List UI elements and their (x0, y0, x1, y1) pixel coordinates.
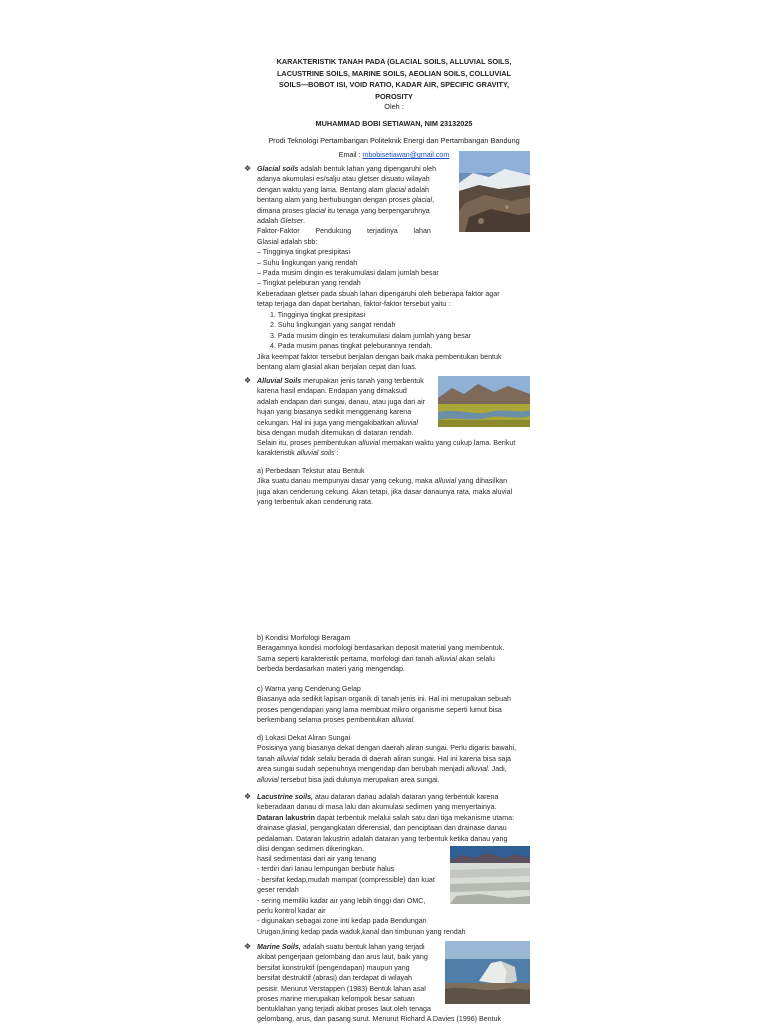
title-line: KARAKTERISTIK TANAH PADA (GLACIAL SOILS, ALLUVIAL SOILS, (276, 57, 512, 66)
oleh-label: Oleh : (384, 102, 404, 111)
text: berbeda berdasarkan materi yang mengendap. (257, 665, 405, 674)
text: alluvial (435, 654, 457, 663)
marine-image (445, 941, 530, 1004)
text: adalah (257, 217, 281, 226)
text: diisi dengan sedimen dikeringkan. (257, 845, 364, 854)
text: alluvial (466, 765, 488, 774)
list-item: 2. Suhu lingkungan yang sangat rendah (270, 321, 396, 330)
text: memakan waktu yang cukup lama. Berikut (380, 439, 516, 447)
text: glacial (385, 185, 406, 194)
subheading: d) Lokasi Dekat Aliran Sungai (257, 734, 351, 742)
text: Biasanya ada sedikit lapisan organik di tanah jenis ini. Hal ini merupakan sebuah (257, 695, 511, 704)
text: alluvial (391, 716, 414, 725)
text: adalah (405, 185, 429, 194)
text: Beragamnya kondisi morfologi berdasarkan deposit material yang membentuk. (257, 644, 505, 653)
list-item: Urugan,lining kedap pada waduk,kanal dan timbunan yang rendah (257, 927, 466, 936)
list-item: - terdiri dari lanau lempungan berbutir halus (257, 865, 395, 874)
text: cekungan. Hal ini juga yang mengakibatkan (257, 418, 397, 427)
text: Keberadaan gletser pada sbuah lahan dipengaruhi oleh beberapa faktor agar (257, 290, 500, 298)
text: pesisir. Menurut Verstappen (1983) Bentuk lahan asal (257, 984, 426, 993)
text: Gletser (280, 217, 304, 226)
bullet-icon: ❖ (244, 942, 252, 951)
text: alluvial (358, 439, 381, 447)
text: karakteristik (257, 449, 297, 458)
text: bentuklahan yang terjadi akibat proses laut oleh tenaga (257, 1005, 431, 1014)
glacial-conclusion (257, 352, 530, 373)
subheading: b) Kondisi Morfologi Beragam (257, 634, 351, 642)
text: : (334, 449, 339, 458)
list-item: - bersifat kedap,mudah mampat (compressible) dan kuat (257, 875, 435, 884)
bullet-icon: ❖ (244, 792, 252, 801)
text: alluvial (257, 775, 279, 784)
text: Jika keempat faktor tersebut berjalan dengan baik maka pembentukan bentuk (257, 353, 502, 361)
list-item: – Pada musim dingin es terakumulasi dalam jumlah besar (257, 269, 439, 278)
term-glacial: Glacial soils (257, 165, 299, 173)
text: proses marine merupakan kelompok besar satuan (257, 995, 415, 1004)
text: dengan waktu yang lama. Bentang alam (257, 185, 386, 194)
text: bentang alam glasial akan berjalan cepat dan luas. (257, 363, 417, 372)
text: hujan yang biasanya sedikit menggenang karena (257, 408, 412, 417)
list-item: hasil sedimentasi dari air yang tenang (257, 855, 377, 863)
marine-paragraph (257, 942, 440, 1015)
text: Jika suatu danau mempunyai dasar yang cekung, maka (257, 477, 435, 486)
text: alluvial (276, 754, 299, 763)
text: , (432, 196, 435, 205)
bullet-icon: ❖ (244, 376, 252, 385)
text: karena hasil endapan. Endapan yang dimaksud (257, 387, 407, 396)
text: atau dataran danau adalah dataran yang terbentuk karena (312, 793, 499, 801)
text: akibat pengerjaan gelombang dan arus laut, baik yang (257, 953, 428, 962)
text: Faktor-Faktor Pendukung terjadinya lahan (257, 227, 431, 236)
lacustrine-list (257, 854, 466, 937)
alluvial-char-a (257, 466, 530, 508)
title-line: SOILS—BOBOT ISI, VOID RATIO, KADAR AIR, SPECIFIC GRAVITY, (278, 80, 510, 89)
document-title (262, 56, 526, 102)
alluvial-char-c (257, 684, 530, 726)
text: Posisinya yang biasanya dekat dengan daerah aliran sungai. Perlu digaris bawahi, (257, 744, 517, 753)
text: Glasial adalah sbb: (257, 237, 318, 246)
text: tidak selalu berada di daerah aliran sungai. Hal ini karena bisa saja (298, 754, 511, 763)
email-label: Email : (338, 151, 363, 159)
author-name: MUHAMMAD BOBI SETIAWAN, NIM 23132025 (315, 119, 473, 128)
text: akan selalu (456, 654, 495, 663)
glacial-paragraph (257, 164, 454, 289)
glacial-image (459, 151, 530, 232)
list-item: - sering memiliki kadar air yang lebih tinggi dari OMC, (257, 896, 426, 905)
list-item: 1. Tingginya tingkat presipitasi (270, 311, 366, 319)
marine-paragraph-last: gelombang, arus, dan pasang surut. Menurut Richard A Davies (1996) Bentuk (257, 1015, 502, 1023)
text: area sungai sudah sepenuhnya mengendap dan berubah menjadi (257, 765, 467, 774)
text: itu tenaga yang berpengaruhnya (325, 206, 430, 215)
term-lacustrine: Lacustrine soils, (257, 793, 313, 801)
text: bersifat destruktif (abrasi) dan terdapat di wilayah (257, 974, 412, 983)
glacial-factors-paragraph (257, 289, 530, 310)
text: yang terbentuk akan cenderung rata. (257, 498, 373, 507)
alluvial-paragraph (257, 376, 433, 438)
term-marine: Marine Soils, (257, 943, 301, 951)
title-line: LACUSTRINE SOILS, MARINE SOILS, AEOLIAN SOILS, COLLUVIAL (276, 68, 512, 78)
text: tersebut bisa jadi dulunya merupakan area sungai. (278, 775, 440, 784)
text: bersifat konstruktif (pengendapan) maupun yang (257, 963, 410, 972)
title-line: POROSITY (375, 91, 413, 101)
text: tetap terjaga dan dapat bertahan, faktor-faktor tersebut yaitu : (257, 300, 451, 309)
alluvial-char-b (257, 633, 530, 675)
term-dataran-lakustrin: Dataran lakustrin (257, 813, 315, 822)
list-item: - digunakan sebagai zone inti kedap pada Bendungan (257, 917, 427, 926)
text: glacial (412, 196, 433, 205)
alluvial-image (438, 376, 530, 427)
text: adanya akumulasi es/salju atau gletser disuatu wilayah (257, 175, 430, 184)
list-item: – Tingkat peleburan yang rendah (257, 279, 361, 288)
text: . (413, 716, 416, 725)
text: keberadaan danau di masa lalu dan akumulasi sedimen yang menyertainya. (257, 803, 497, 812)
list-item: – Suhu lingkungan yang rendah (257, 258, 358, 267)
text: alluvial (396, 418, 418, 427)
text: adalah endapan dari sungai, danau, atau juga dari air (257, 397, 426, 406)
text: juga akan cenderung cekung. Akan tetapi, jika dasar danaunya rata, maka aluvial (257, 487, 513, 496)
list-item: 3. Pada musim dingin es terakumulasi dalam jumlah yang besar (270, 331, 472, 340)
text: proses pengendapan yang lama membuat mikro organisme seperti lumut bisa (257, 705, 502, 714)
list-item: perlu kontrol kadar air (257, 907, 326, 916)
text: dimana proses (257, 206, 306, 215)
text: pedalaman. Dataran lakustrin adalah dataran yang terbentuk ketika danau yang (257, 834, 508, 843)
alluvial-char-d (257, 733, 530, 785)
text: berkembang selama proses pembentukan (257, 716, 392, 725)
text: Selain itu, proses pembentukan (257, 439, 359, 447)
text: bentang alam yang berhubungan dengan proses (257, 196, 413, 205)
text: Sama seperti karakteristik pertama, morfologi dari tanah (257, 654, 436, 663)
text: dapat terbentuk melalui salah satu dari tiga mekanisme utama: (314, 813, 515, 822)
text: bisa dengan mudah ditemukan di dataran rendah. (257, 429, 414, 438)
subheading: c) Warna yang Cenderung Gelap (257, 685, 361, 693)
list-item: – Tingginya tingkat presipitasi (257, 248, 351, 257)
institution: Prodi Teknologi Pertambangan Politeknik Energi dan Pertambangan Bandung (268, 136, 520, 145)
text: tanah (257, 754, 277, 763)
subheading: a) Perbedaan Tekstur atau Bentuk (257, 467, 365, 475)
text: drainase glasial, pengangkatan diferensial, dan penciptaan dan drainase danau (257, 824, 507, 833)
glacial-numbered-list (270, 310, 530, 352)
list-item: 4. Pada musim panas tingkat peleburannya rendah. (270, 342, 433, 351)
alluvial-paragraph-2 (257, 438, 530, 459)
text: . Jadi, (487, 765, 507, 774)
text: adalah suatu bentuk lahan yang terjadi (300, 943, 425, 951)
text: merupakan jenis tanah yang terbentuk (301, 377, 424, 385)
text: adalah bentuk lahan yang dipengaruhi oleh (298, 165, 437, 173)
text: alluvial soils (296, 449, 335, 458)
bullet-icon: ❖ (244, 164, 252, 173)
text: alluvial (434, 477, 457, 486)
list-item: geser rendah (257, 886, 299, 895)
lacustrine-image (450, 846, 530, 904)
term-alluvial: Alluvial Soils (257, 377, 302, 385)
text: yang dihasilkan (456, 477, 508, 486)
email-link[interactable]: mbobisetiawan@gmail.com (362, 151, 450, 159)
text: . (303, 217, 306, 226)
text: glacial (305, 206, 326, 215)
